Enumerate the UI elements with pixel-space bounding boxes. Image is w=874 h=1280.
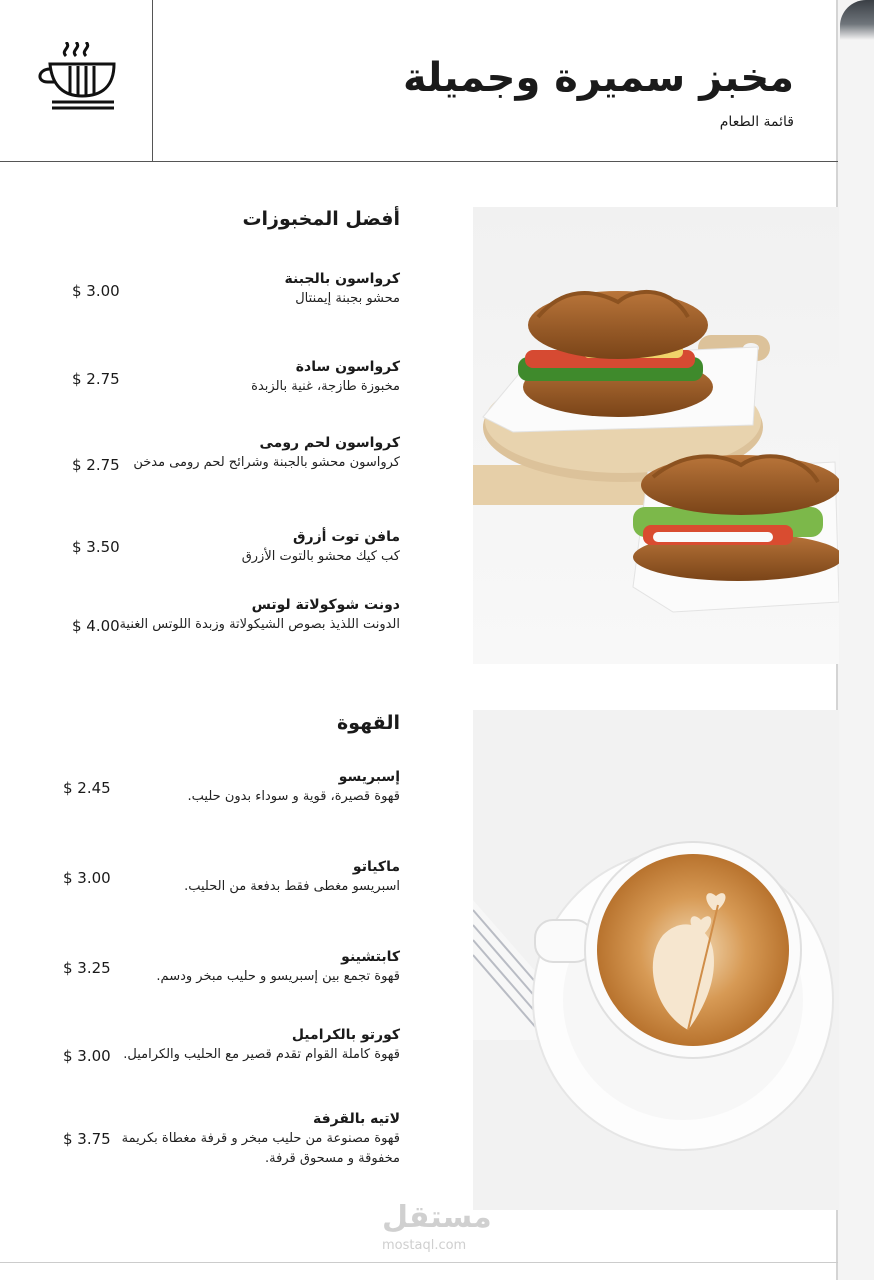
latte-art-photo xyxy=(473,710,839,1210)
item-name: لاتيه بالقرفة xyxy=(313,1111,400,1127)
item-name: كرواسون لحم رومى xyxy=(259,435,400,451)
menu-item xyxy=(100,948,400,987)
menu-item xyxy=(100,528,400,567)
item-name: دونت شوكولاتة لوتس xyxy=(251,597,400,613)
section-title-bakery: أفضل المخبوزات xyxy=(242,208,400,230)
bottom-divider xyxy=(0,1262,838,1263)
item-name: ماكياتو xyxy=(352,859,400,875)
item-price: $ 4.00 xyxy=(72,617,120,635)
menu-item xyxy=(100,1026,400,1065)
menu-item xyxy=(100,270,400,309)
menu-item xyxy=(100,596,400,635)
croissant-sandwich-photo xyxy=(473,207,839,664)
coffee-cup-icon xyxy=(36,42,118,112)
item-price: $ 3.50 xyxy=(72,538,120,556)
item-price: $ 2.45 xyxy=(63,779,111,797)
item-name: إسبريسو xyxy=(338,769,400,785)
item-price: $ 2.75 xyxy=(72,456,120,474)
item-price: $ 3.00 xyxy=(63,1047,111,1065)
logo-cell xyxy=(0,0,153,161)
menu-item xyxy=(100,1110,400,1169)
item-description: كرواسون محشو بالجبنة وشرائح لحم رومى مدخن xyxy=(133,455,400,470)
item-price: $ 3.25 xyxy=(63,959,111,977)
item-name: كورتو بالكراميل xyxy=(291,1027,400,1043)
item-price: $ 3.00 xyxy=(72,282,120,300)
menu-item xyxy=(100,358,400,397)
item-name: مافن توت أزرق xyxy=(293,529,400,545)
menu-item xyxy=(100,768,400,807)
item-name: كرواسون بالجبنة xyxy=(284,271,400,287)
item-price: $ 3.00 xyxy=(63,869,111,887)
item-description: قهوة تجمع بين إسبريسو و حليب مبخر ودسم. xyxy=(156,969,400,984)
watermark-logo: مستقل xyxy=(382,1200,492,1235)
item-price: $ 2.75 xyxy=(72,370,120,388)
section-title-coffee: القهوة xyxy=(337,712,400,734)
watermark-url: mostaql.com xyxy=(382,1238,467,1253)
item-description: الدونت اللذيذ بصوص الشيكولاتة وزبدة اللوتس الغنية xyxy=(119,617,400,632)
item-price: $ 3.75 xyxy=(63,1130,111,1148)
menu-item xyxy=(100,434,400,473)
item-description: قهوة كاملة القوام تقدم قصير مع الحليب والكراميل. xyxy=(123,1047,400,1062)
item-description: قهوة قصيرة، قوية و سوداء بدون حليب. xyxy=(187,789,400,804)
item-description: اسبريسو مغطى فقط بدفعة من الحليب. xyxy=(184,879,400,894)
page-subtitle: قائمة الطعام xyxy=(719,114,794,130)
header xyxy=(0,0,838,162)
item-name: كابتشينو xyxy=(341,949,400,965)
page-edge xyxy=(838,0,874,1280)
item-name: كرواسون سادة xyxy=(295,359,400,375)
menu-item xyxy=(100,858,400,897)
item-description: محشو بجبنة إيمنتال xyxy=(295,291,400,306)
item-description: كب كيك محشو بالتوت الأزرق xyxy=(241,549,400,564)
item-description: مخبوزة طازجة، غنية بالزبدة xyxy=(251,379,400,394)
page-title: مخبز سميرة وجميلة xyxy=(402,55,794,101)
item-description: قهوة مصنوعة من حليب مبخر و قرفة مغطاة بكريمة مخفوقة و مسحوق قرفة. xyxy=(121,1131,400,1166)
